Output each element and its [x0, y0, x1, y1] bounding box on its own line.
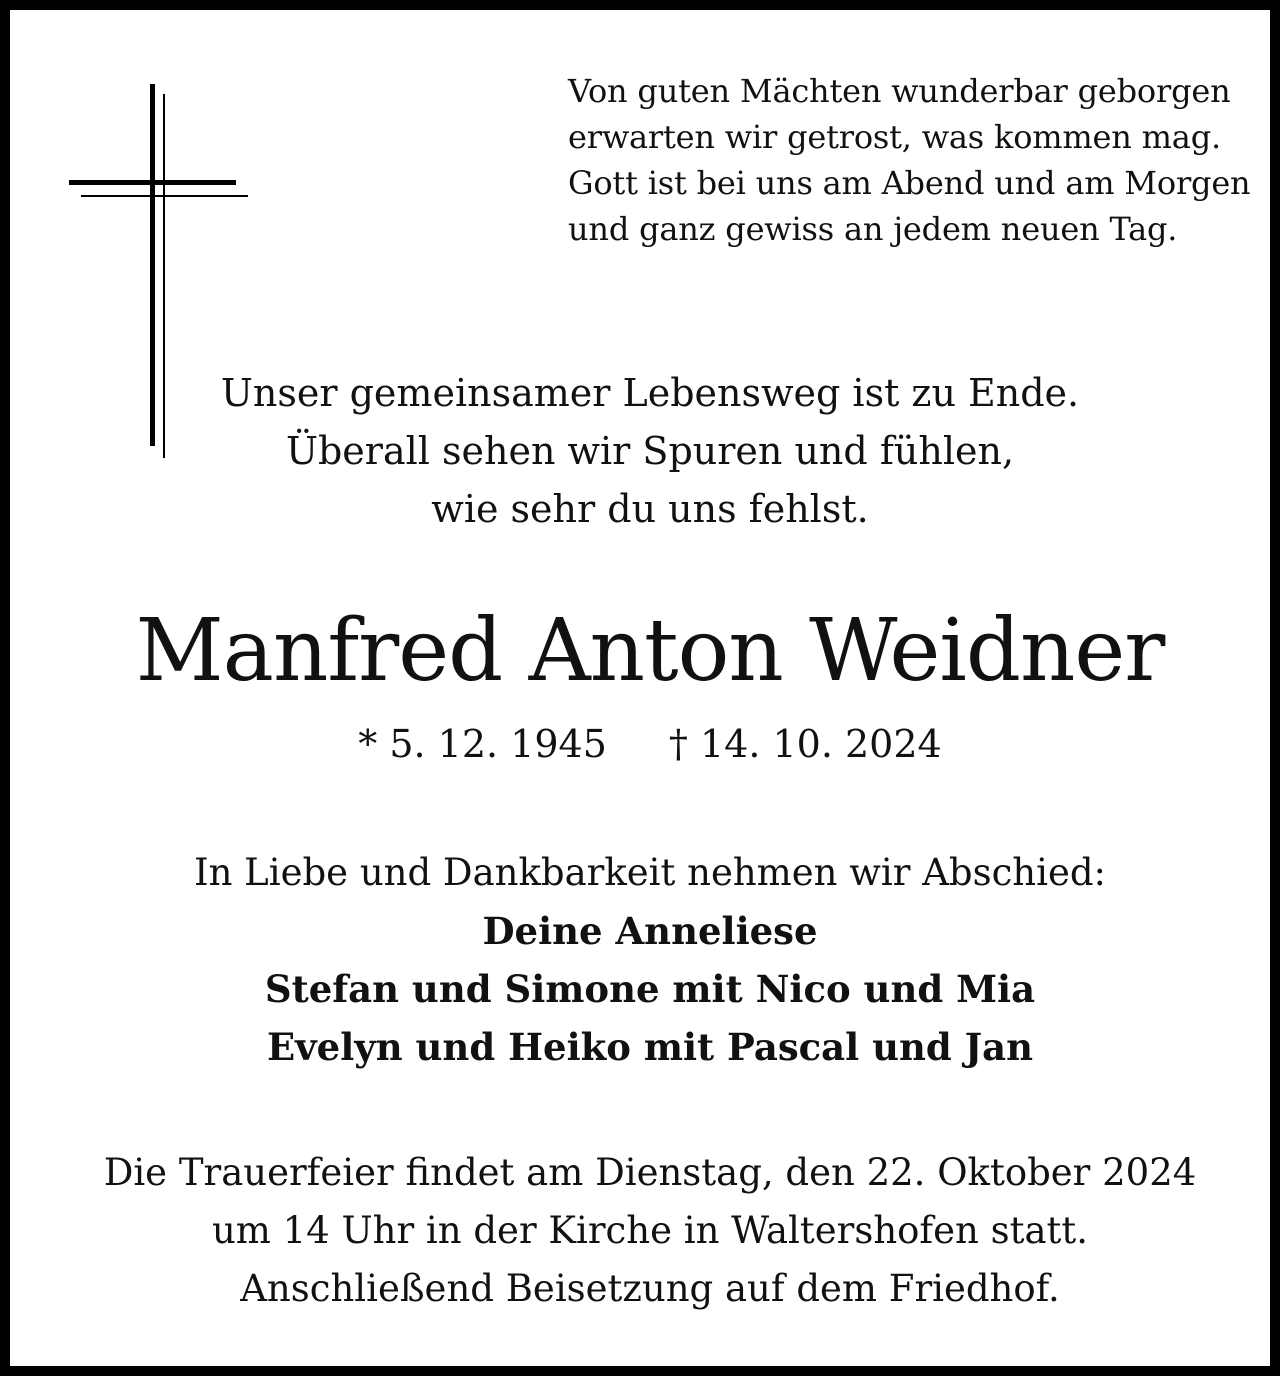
verse-line: Unser gemeinsamer Lebensweg ist zu Ende.	[220, 371, 1080, 415]
deceased-name: Manfred Anton Weidner	[135, 601, 1165, 701]
farewell-intro: In Liebe und Dankbarkeit nehmen wir Abschied:	[193, 851, 1107, 894]
poem-line: und ganz gewiss an jedem neuen Tag.	[568, 210, 1178, 248]
birth-date: * 5. 12. 1945	[358, 722, 607, 766]
poem-quote	[568, 68, 1258, 252]
farewell-section	[10, 844, 1280, 1076]
cross-horizontal-shadow	[81, 195, 248, 197]
poem-line: erwarten wir getrost, was kommen mag.	[568, 118, 1221, 156]
service-line: Die Trauerfeier findet am Dienstag, den 22. Oktober 2024	[103, 1151, 1197, 1194]
mourner-line: Evelyn und Heiko mit Pascal und Jan	[266, 1025, 1034, 1069]
mourner-line: Deine Anneliese	[482, 909, 818, 953]
death-date: † 14. 10. 2024	[668, 722, 942, 766]
cross-horizontal-beam	[69, 180, 236, 185]
verse-line: Überall sehen wir Spuren und fühlen,	[285, 429, 1015, 473]
poem-line: Gott ist bei uns am Abend und am Morgen	[568, 164, 1251, 202]
poem-line: Von guten Mächten wunderbar geborgen	[568, 72, 1231, 110]
service-line: Anschließend Beisetzung auf dem Friedhof.	[240, 1267, 1060, 1310]
mourner-line: Stefan und Simone mit Nico und Mia	[264, 967, 1036, 1011]
service-line: um 14 Uhr in der Kirche in Waltershofen statt.	[211, 1209, 1089, 1252]
life-dates	[10, 716, 1280, 772]
memorial-verse	[10, 364, 1280, 538]
verse-line: wie sehr du uns fehlst.	[431, 487, 869, 531]
funeral-service-info	[10, 1144, 1280, 1318]
